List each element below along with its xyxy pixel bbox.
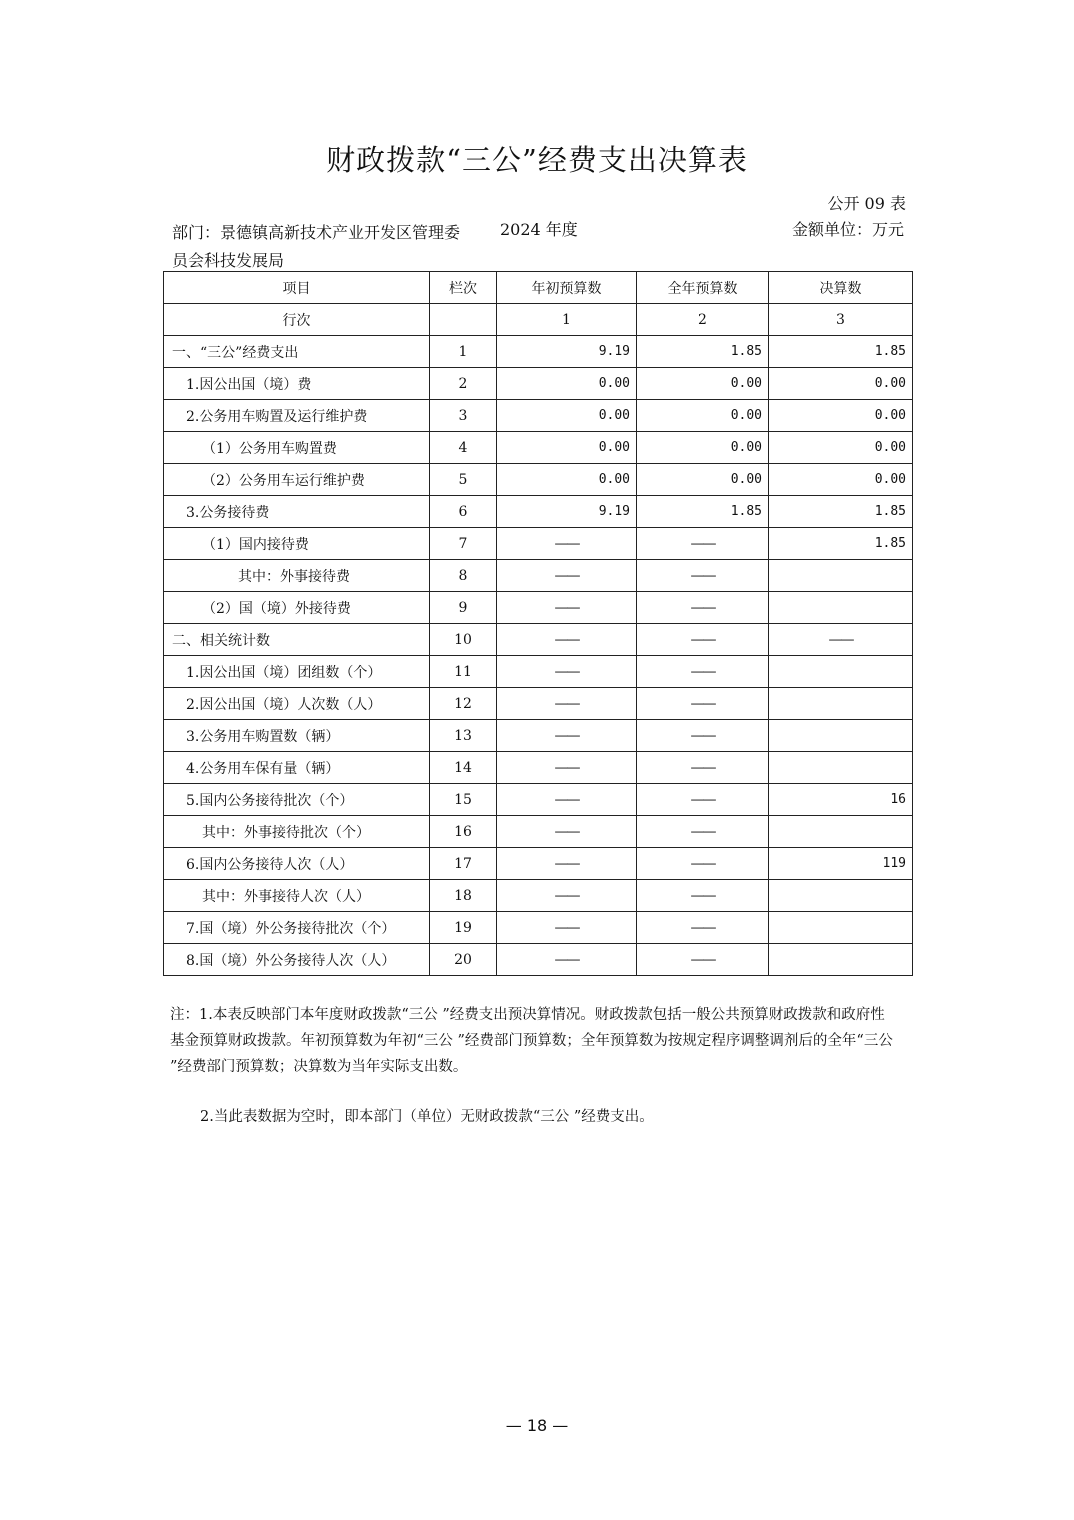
cell-column-no: 7: [430, 528, 497, 560]
cell-annual-budget: 0.00: [637, 432, 769, 464]
cell-final-account: 0.00: [769, 368, 913, 400]
cell-initial-budget: ——: [497, 816, 637, 848]
table-row: [164, 688, 913, 720]
note-2: 2.当此表数据为空时，即本部门（单位）无财政拨款“三公 ”经费支出。: [200, 1109, 654, 1125]
cell-initial-budget: ——: [497, 720, 637, 752]
cell-annual-budget: 0.00: [637, 368, 769, 400]
cell-final-account: [769, 912, 913, 944]
cell-initial-budget: ——: [497, 592, 637, 624]
cell-initial-budget: 0.00: [497, 432, 637, 464]
cell-final-account: 1.85: [769, 496, 913, 528]
cell-column-no: 14: [430, 752, 497, 784]
cell-item: 5.国内公务接待批次（个）: [164, 784, 430, 816]
cell-annual-budget: ——: [637, 880, 769, 912]
cell-annual-budget: ——: [637, 592, 769, 624]
index-3: 3: [769, 304, 913, 336]
cell-annual-budget: 1.85: [637, 336, 769, 368]
header-column-no: 栏次: [430, 272, 497, 304]
cell-final-account: [769, 688, 913, 720]
cell-item: 8.国（境）外公务接待人次（人）: [164, 944, 430, 976]
table-row: [164, 784, 913, 816]
index-1: 1: [497, 304, 637, 336]
cell-item: 其中：外事接待人次（人）: [164, 880, 430, 912]
cell-annual-budget: 0.00: [637, 400, 769, 432]
table-row: [164, 432, 913, 464]
header-item: 项目: [164, 272, 430, 304]
cell-item: 一、“三公”经费支出: [164, 336, 430, 368]
table-row: [164, 720, 913, 752]
cell-initial-budget: ——: [497, 656, 637, 688]
cell-annual-budget: ——: [637, 624, 769, 656]
cell-final-account: 1.85: [769, 336, 913, 368]
note-1: 注：1.本表反映部门本年度财政拨款“三公 ”经费支出预决算情况。财政拨款包括一般公共预算财政拨款和政府性基金预算财政拨款。年初预算数为年初“三公 ”经费部门预算数；全年预算数为按规定程序调整调剂后的全年“三公 ”经费部门预算数；决算数为当年实际支出数。: [170, 1007, 893, 1075]
table-row: [164, 880, 913, 912]
table-row: [164, 560, 913, 592]
table-row: [164, 400, 913, 432]
cell-column-no: 10: [430, 624, 497, 656]
cell-column-no: 16: [430, 816, 497, 848]
table-row: [164, 752, 913, 784]
cell-column-no: 9: [430, 592, 497, 624]
cell-final-account: 0.00: [769, 432, 913, 464]
cell-item: 7.国（境）外公务接待批次（个）: [164, 912, 430, 944]
cell-item: 6.国内公务接待人次（人）: [164, 848, 430, 880]
cell-column-no: 8: [430, 560, 497, 592]
table-row: [164, 816, 913, 848]
cell-final-account: [769, 592, 913, 624]
cell-column-no: 13: [430, 720, 497, 752]
table-index-row: [164, 304, 913, 336]
cell-item: （1）国内接待费: [164, 528, 430, 560]
cell-column-no: 18: [430, 880, 497, 912]
cell-column-no: 15: [430, 784, 497, 816]
cell-initial-budget: ——: [497, 752, 637, 784]
table-row: [164, 336, 913, 368]
table-header-row: [164, 272, 913, 304]
table-row: [164, 464, 913, 496]
cell-annual-budget: ——: [637, 656, 769, 688]
cell-column-no: 20: [430, 944, 497, 976]
cell-initial-budget: ——: [497, 912, 637, 944]
cell-item: 1.因公出国（境）团组数（个）: [164, 656, 430, 688]
cell-item: 1.因公出国（境）费: [164, 368, 430, 400]
table-row: [164, 368, 913, 400]
table-row: [164, 912, 913, 944]
table-row: [164, 496, 913, 528]
cell-initial-budget: 0.00: [497, 368, 637, 400]
cell-item: 其中：外事接待批次（个）: [164, 816, 430, 848]
cell-initial-budget: ——: [497, 688, 637, 720]
cell-initial-budget: 9.19: [497, 336, 637, 368]
cell-column-no: 11: [430, 656, 497, 688]
cell-annual-budget: ——: [637, 720, 769, 752]
cell-column-no: 17: [430, 848, 497, 880]
cell-final-account: [769, 720, 913, 752]
cell-initial-budget: ——: [497, 624, 637, 656]
fiscal-year: 2024 年度: [500, 220, 578, 239]
cell-final-account: 119: [769, 848, 913, 880]
cell-final-account: [769, 752, 913, 784]
cell-item: 3.公务接待费: [164, 496, 430, 528]
cell-initial-budget: ——: [497, 784, 637, 816]
cell-final-account: [769, 816, 913, 848]
cell-final-account: [769, 944, 913, 976]
expense-table: [163, 271, 913, 976]
cell-final-account: 0.00: [769, 464, 913, 496]
cell-item: 2.因公出国（境）人次数（人）: [164, 688, 430, 720]
index-2: 2: [637, 304, 769, 336]
table-row: [164, 848, 913, 880]
cell-annual-budget: 1.85: [637, 496, 769, 528]
cell-column-no: 2: [430, 368, 497, 400]
cell-column-no: 6: [430, 496, 497, 528]
cell-column-no: 4: [430, 432, 497, 464]
cell-final-account: 16: [769, 784, 913, 816]
cell-initial-budget: ——: [497, 944, 637, 976]
cell-column-no: 12: [430, 688, 497, 720]
cell-annual-budget: ——: [637, 688, 769, 720]
cell-initial-budget: ——: [497, 528, 637, 560]
cell-annual-budget: ——: [637, 944, 769, 976]
cell-annual-budget: ——: [637, 784, 769, 816]
cell-item: 3.公务用车购置数（辆）: [164, 720, 430, 752]
cell-annual-budget: ——: [637, 848, 769, 880]
index-empty: [430, 304, 497, 336]
cell-annual-budget: ——: [637, 528, 769, 560]
cell-annual-budget: 0.00: [637, 464, 769, 496]
cell-initial-budget: ——: [497, 560, 637, 592]
table-row: [164, 592, 913, 624]
cell-item: （2）公务用车运行维护费: [164, 464, 430, 496]
cell-column-no: 19: [430, 912, 497, 944]
cell-annual-budget: ——: [637, 752, 769, 784]
cell-annual-budget: ——: [637, 560, 769, 592]
cell-column-no: 3: [430, 400, 497, 432]
header-annual-budget: 全年预算数: [637, 272, 769, 304]
page-number: — 18 —: [505, 1416, 569, 1435]
cell-annual-budget: ——: [637, 816, 769, 848]
table-row: [164, 944, 913, 976]
table-row: [164, 656, 913, 688]
cell-final-account: [769, 560, 913, 592]
cell-column-no: 1: [430, 336, 497, 368]
department-label: 部门：景德镇高新技术产业开发区管理委员会科技发展局: [172, 223, 461, 270]
cell-final-account: [769, 880, 913, 912]
cell-item: （1）公务用车购置费: [164, 432, 430, 464]
amount-unit: 金额单位：万元: [791, 220, 904, 239]
cell-initial-budget: 0.00: [497, 464, 637, 496]
cell-item: 4.公务用车保有量（辆）: [164, 752, 430, 784]
cell-final-account: ——: [769, 624, 913, 656]
cell-final-account: 1.85: [769, 528, 913, 560]
cell-item: 其中：外事接待费: [164, 560, 430, 592]
form-code: 公开 09 表: [827, 194, 906, 213]
table-row: [164, 624, 913, 656]
cell-initial-budget: 9.19: [497, 496, 637, 528]
cell-initial-budget: 0.00: [497, 400, 637, 432]
cell-final-account: 0.00: [769, 400, 913, 432]
cell-item: 2.公务用车购置及运行维护费: [164, 400, 430, 432]
index-label: 行次: [164, 304, 430, 336]
header-final-account: 决算数: [769, 272, 913, 304]
cell-item: 二、相关统计数: [164, 624, 430, 656]
cell-initial-budget: ——: [497, 848, 637, 880]
cell-item: （2）国（境）外接待费: [164, 592, 430, 624]
page-title: 财政拨款“三公”经费支出决算表: [326, 143, 748, 177]
cell-final-account: [769, 656, 913, 688]
header-initial-budget: 年初预算数: [497, 272, 637, 304]
cell-column-no: 5: [430, 464, 497, 496]
cell-initial-budget: ——: [497, 880, 637, 912]
cell-annual-budget: ——: [637, 912, 769, 944]
table-row: [164, 528, 913, 560]
